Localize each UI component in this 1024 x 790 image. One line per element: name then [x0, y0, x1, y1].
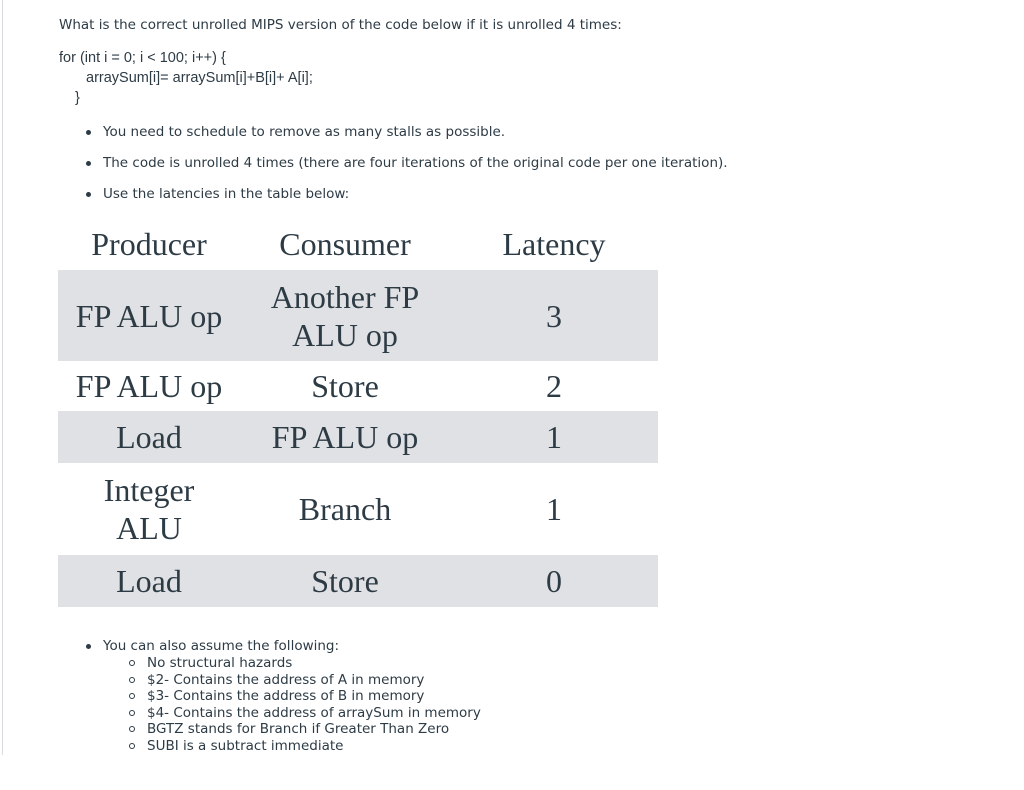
cell-consumer: Store — [311, 368, 379, 404]
assumption-intro: You can also assume the following: No structural hazards $2- Contains the address of A in memory $3- Contains the address of B in memory $4- Contains the address of arraySum in memory BGTZ stands for Branch if Greater Than Zero SUBI is a subtract immediate — [83, 637, 481, 754]
cell-consumer: Another FP ALU op — [270, 278, 420, 353]
assumption-item: BGTZ stands for Branch if Greater Than Zero — [127, 721, 481, 738]
table-row — [58, 463, 658, 555]
assumption-item: $4- Contains the address of arraySum in memory — [127, 705, 481, 722]
question-text: What is the correct unrolled MIPS version of the code below if it is unrolled 4 times: — [59, 17, 622, 33]
assumption-item: $2- Contains the address of A in memory — [127, 672, 481, 689]
cell-producer: FP ALU op — [75, 297, 223, 334]
cell-latency: 1 — [546, 419, 562, 455]
cell-consumer: Branch — [298, 491, 392, 527]
table-row — [58, 411, 658, 463]
cell-producer: Load — [116, 419, 182, 455]
latency-table — [58, 218, 658, 607]
assumption-sublist — [103, 655, 481, 754]
instruction-item: Use the latencies in the table below: — [83, 179, 728, 210]
table-header-row — [58, 218, 658, 270]
header-consumer: Consumer — [279, 226, 411, 262]
instruction-item: You need to schedule to remove as many stalls as possible. — [83, 117, 728, 148]
cell-consumer: Store — [311, 563, 379, 599]
table-row — [58, 270, 658, 361]
instruction-item: The code is unrolled 4 times (there are four iterations of the original code per one iteration). — [83, 148, 728, 179]
instruction-list — [83, 117, 728, 210]
assumption-item: No structural hazards — [127, 655, 481, 672]
content-left-border — [2, 0, 3, 755]
code-line-close: } — [75, 90, 80, 106]
cell-latency: 2 — [546, 368, 562, 404]
cell-consumer: FP ALU op — [271, 419, 419, 455]
assumption-list — [83, 637, 481, 754]
table-row — [58, 555, 658, 607]
cell-producer: Integer ALU — [103, 472, 195, 546]
cell-latency: 3 — [546, 297, 562, 334]
table-row — [58, 361, 658, 411]
code-line-body: arraySum[i]= arraySum[i]+B[i]+ A[i]; — [86, 70, 313, 86]
cell-producer: Load — [116, 563, 182, 599]
code-line-for: for (int i = 0; i < 100; i++) { — [59, 50, 226, 66]
header-producer: Producer — [91, 226, 207, 262]
assumption-item: $3- Contains the address of B in memory — [127, 688, 481, 705]
cell-producer: FP ALU op — [75, 368, 223, 404]
cell-latency: 1 — [546, 491, 562, 527]
assumption-item: SUBI is a subtract immediate — [127, 738, 481, 755]
code-snippet — [59, 48, 313, 108]
cell-latency: 0 — [546, 563, 562, 599]
header-latency: Latency — [502, 226, 606, 262]
